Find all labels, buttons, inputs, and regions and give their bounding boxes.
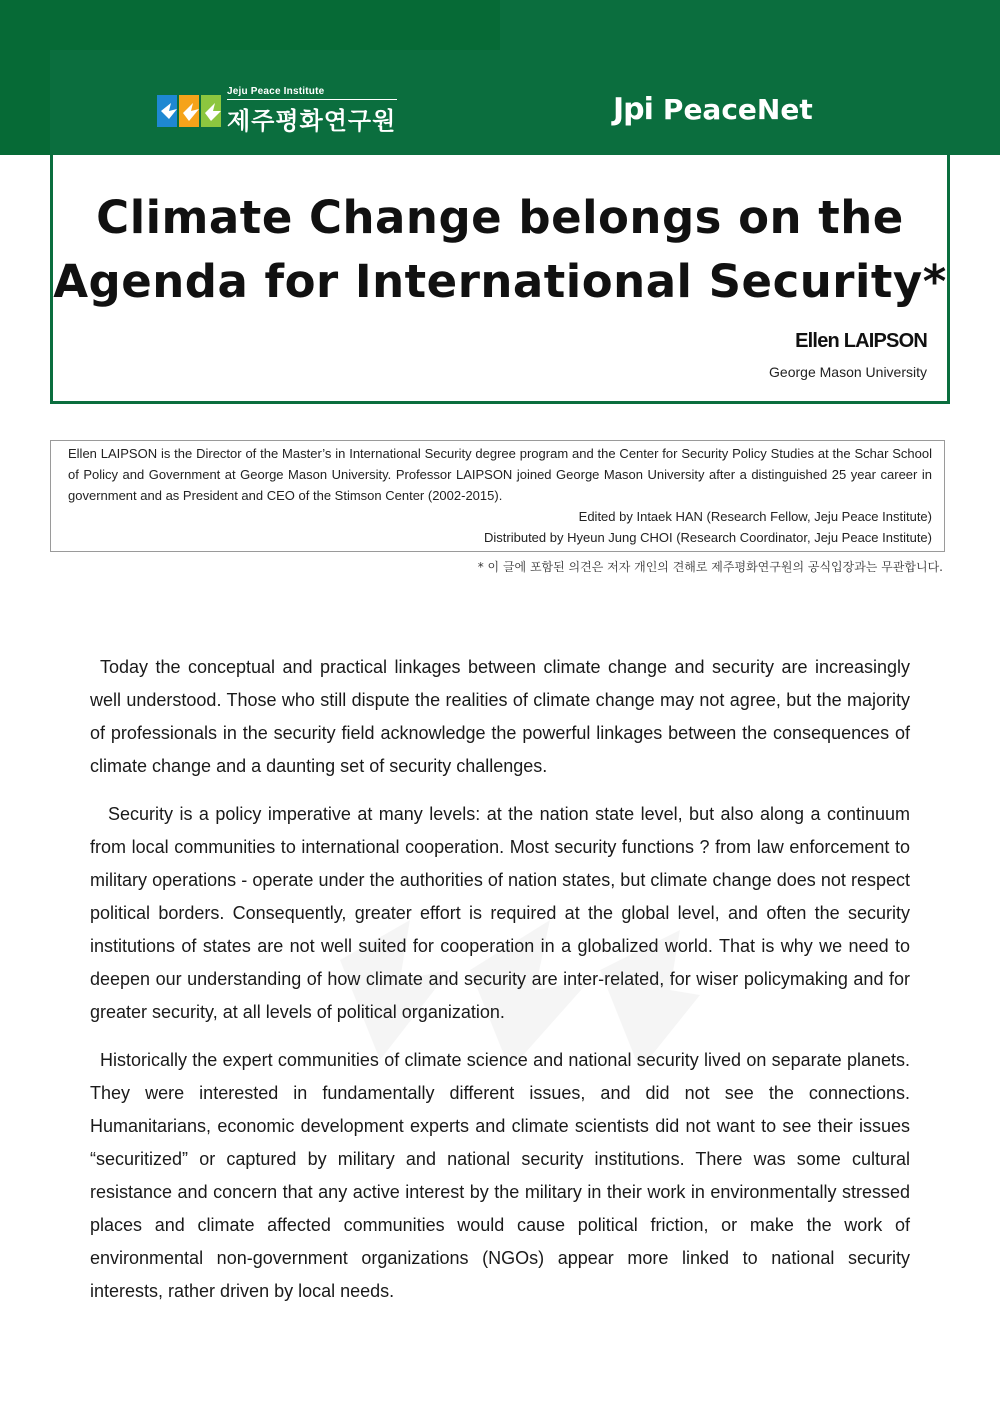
author-bio-box [50, 440, 945, 552]
logo-english-name: Jeju Peace Institute [227, 86, 397, 100]
body-paragraph-2: Security is a policy imperative at many levels: at the nation state level, but also along a continuum from local communities to international cooperation. Most security functions ? from law enforcement to military operations - operate under the authorities of nation states, but climate change does not respect political borders. Consequently, greater effort is required at the global level, and often the security institutions of states are not well suited for cooperation in a globalized world. That is why we need to deepen our understanding of how climate and security are inter-related, for wiser policymaking and for greater security, at all levels of political organization. [90, 804, 910, 1022]
logo-korean-name: 제주평화연구원 [227, 106, 397, 135]
peacenet-logo [613, 89, 813, 129]
distributed-by-credit: Distributed by Hyeun Jung CHOI (Research Coordinator, Jeju Peace Institute) [484, 530, 932, 545]
page-title [53, 186, 947, 314]
disclaimer-note: * 이 글에 포함된 의견은 저자 개인의 견해로 제주평화연구원의 공식입장과는 무관합니다. [477, 560, 943, 574]
header-frame [50, 50, 950, 404]
body-paragraph-3: Historically the expert communities of climate science and national security lived on separate planets. They were interested in fundamentally different issues, and did not see the connections. Humanitarians, economic development experts and climate scientists did not want to see their issues “securitized” or captured by military and national security institutions. There was some cultural resistance and concern that any active interest by the military in their work in environmentally stressed places and climate affected communities would cause political friction, or make the work of environmental non-government organizations (NGOs) appear more linked to national security interests, rather driven by local needs. [90, 1050, 910, 1301]
title-line-2: Agenda for International Security* [53, 255, 947, 308]
article-body [90, 651, 910, 1323]
author-name: Ellen LAIPSON [795, 330, 927, 352]
author-affiliation: George Mason University [769, 364, 927, 380]
title-line-1: Climate Change belongs on the [96, 191, 904, 244]
author-bio-text: Ellen LAIPSON is the Director of the Master’s in International Security degree program and the Center for Security Policy Studies at the Schar School of Policy and Government at George Mason University. Professor LAIPSON joined George Mason University after a distinguished 25 year career in government and as President and CEO of the Stimson Center (2002-2015). [68, 446, 932, 503]
peacenet-logo-prefix: Jpi [613, 91, 653, 127]
peacenet-logo-name: PeaceNet [662, 92, 813, 126]
edited-by-credit: Edited by Intaek HAN (Research Fellow, Jeju Peace Institute) [578, 509, 932, 524]
body-paragraph-1: Today the conceptual and practical linkages between climate change and security are increasingly well understood. Those who still dispute the realities of climate change may not agree, but the majority of professionals in the security field acknowledge the powerful linkages between the consequences of climate change and a daunting set of security challenges. [90, 657, 910, 776]
jpi-bird-logo-icon [157, 91, 221, 131]
jeju-peace-institute-logo [157, 85, 397, 135]
